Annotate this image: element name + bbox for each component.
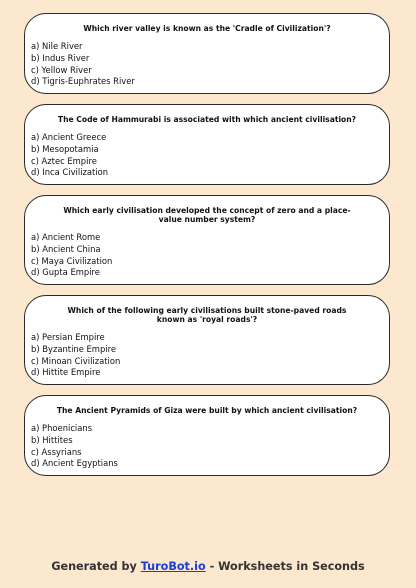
question-card-2 xyxy=(24,104,390,185)
option-c: c) Yellow River xyxy=(31,64,92,75)
options-list xyxy=(25,332,389,379)
options-list xyxy=(25,132,389,179)
option-a: a) Ancient Greece xyxy=(31,132,107,142)
option-c: c) Minoan Civilization xyxy=(31,355,121,366)
option-d: d) Tigris-Euphrates River xyxy=(31,76,135,87)
option-a: a) Nile River xyxy=(31,41,83,51)
option-a: a) Phoenicians xyxy=(31,423,93,433)
option-d: d) Gupta Empire xyxy=(31,267,100,278)
question-text: Which of the following early civilisations built stone-paved roads known as 'royal roads'? xyxy=(67,306,347,324)
question-text: The Ancient Pyramids of Giza were built by which ancient civilisation? xyxy=(56,406,358,415)
option-c: c) Aztec Empire xyxy=(31,155,97,166)
option-d: d) Hittite Empire xyxy=(31,367,101,378)
option-b: b) Mesopotamia xyxy=(31,143,99,154)
question-text: The Code of Hammurabi is associated with which ancient civilisation? xyxy=(57,115,357,124)
option-d: d) Inca Civilization xyxy=(31,167,109,178)
option-d: d) Ancient Egyptians xyxy=(31,458,118,469)
options-list xyxy=(25,232,389,279)
question-text: Which river valley is known as the 'Cradle of Civilization'? xyxy=(83,24,331,33)
turobot-link[interactable]: TuroBot.io xyxy=(140,560,206,573)
option-b: b) Indus River xyxy=(31,52,90,63)
options-list xyxy=(25,423,389,470)
option-c: c) Maya Civilization xyxy=(31,255,113,266)
footer-prefix: Generated by xyxy=(51,560,137,573)
option-b: b) Hittites xyxy=(31,434,73,445)
footer-suffix: - Worksheets in Seconds xyxy=(209,560,365,573)
option-b: b) Ancient China xyxy=(31,243,101,254)
footer xyxy=(0,560,416,573)
option-a: a) Ancient Rome xyxy=(31,232,101,242)
option-c: c) Assyrians xyxy=(31,446,82,457)
question-text: Which early civilisation developed the concept of zero and a place-value number system? xyxy=(63,206,351,224)
question-card-5 xyxy=(24,395,390,476)
option-a: a) Persian Empire xyxy=(31,332,105,342)
option-b: b) Byzantine Empire xyxy=(31,343,117,354)
question-card-1 xyxy=(24,13,390,94)
options-list xyxy=(25,41,389,88)
question-card-3 xyxy=(24,195,390,285)
question-card-4 xyxy=(24,295,390,385)
